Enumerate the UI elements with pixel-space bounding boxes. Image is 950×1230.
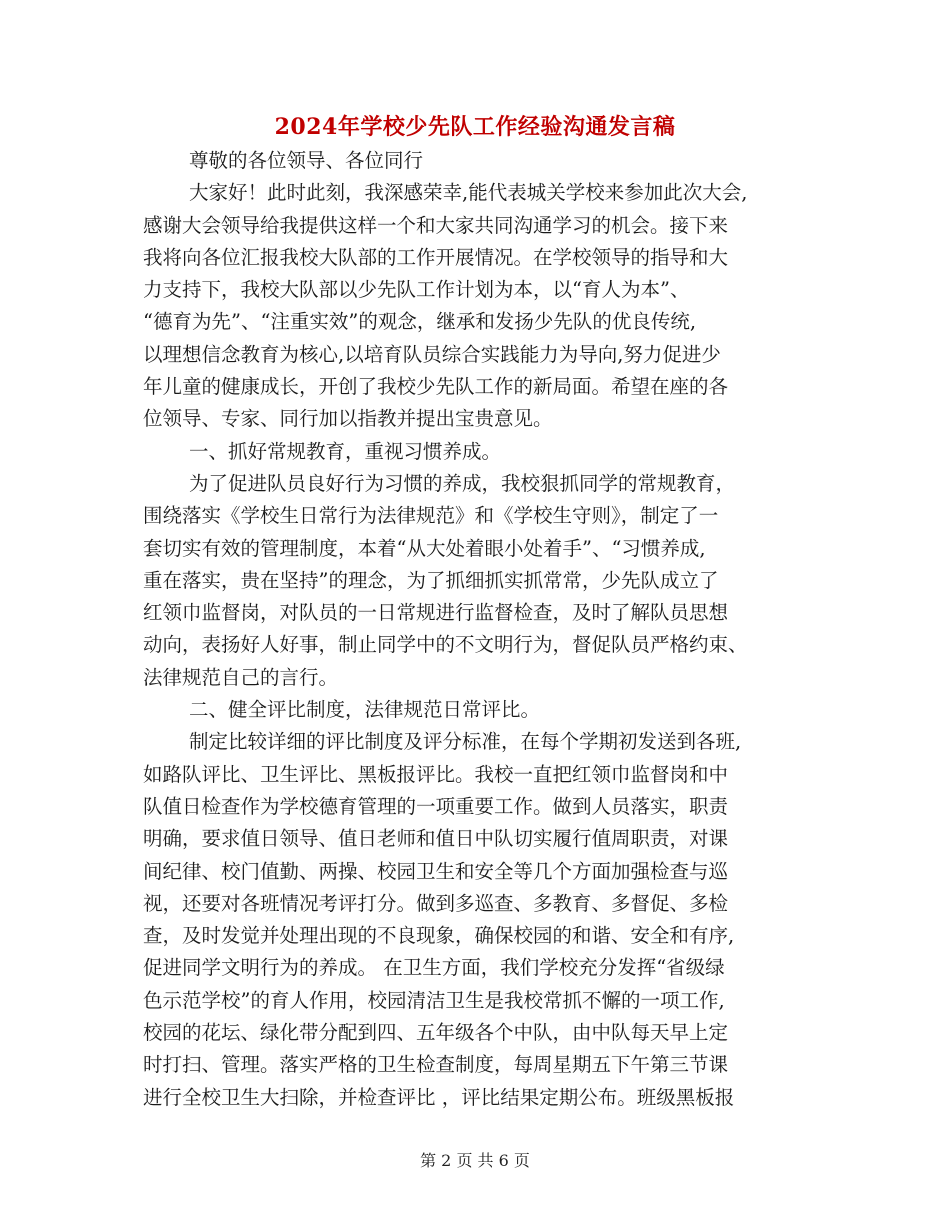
text-line: 动向，表扬好人好事，制止同学中的不文明行为，督促队员严格约束、 xyxy=(143,633,748,657)
text-line: 间纪律、校门值勤、两操、校园卫生和安全等几个方面加强检查与巡 xyxy=(143,859,729,883)
text-line: 大家好！此时此刻，我深感荣幸,能代表城关学校来参加此次大会, xyxy=(189,181,748,205)
text-line: 二、健全评比制度，法律规范日常评比。 xyxy=(189,698,541,722)
text-line: 围绕落实《学校生日常行为法律规范》和《学校生守则》，制定了一 xyxy=(143,504,719,528)
text-line: 时打扫、管理。落实严格的卫生检查制度，每周星期五下午第三节课 xyxy=(143,1053,729,1077)
text-line: 套切实有效的管理制度，本着“从大处着眼小处着手”、“习惯养成, xyxy=(143,536,706,560)
text-line: 明确，要求值日领导、值日老师和值日中队切实履行值周职责，对课 xyxy=(143,827,729,851)
text-line: 色示范学校”的育人作用，校园清洁卫生是我校常抓不懈的一项工作, xyxy=(143,988,725,1012)
page-footer: 第 2 页 共 6 页 xyxy=(420,1151,530,1170)
text-line: 视，还要对各班情况考评打分。做到多巡查、多教育、多督促、多检 xyxy=(143,891,729,915)
text-line: 力支持下，我校大队部以少先队工作计划为本，以“育人为本”、 xyxy=(143,278,690,302)
document-title: 2024年学校少先队工作经验沟通发言稿 xyxy=(274,114,676,140)
text-line: 校园的花坛、绿化带分配到四、五年级各个中队，由中队每天早上定 xyxy=(143,1021,729,1045)
text-line: 尊敬的各位领导、各位同行 xyxy=(189,149,424,172)
text-line: 进行全校卫生大扫除，并检查评比 ，评比结果定期公布。班级黑板报 xyxy=(143,1085,735,1109)
text-line: 红领巾监督岗，对队员的一日常规进行监督检查，及时了解队员思想 xyxy=(143,601,729,625)
text-line: 以理想信念教育为核心,以培育队员综合实践能力为导向,努力促进少 xyxy=(143,342,721,366)
text-line: 一、抓好常规教育，重视习惯养成。 xyxy=(189,439,502,463)
text-line: 为了促进队员良好行为习惯的养成，我校狠抓同学的常规教育， xyxy=(189,471,736,495)
text-line: 重在落实，贵在坚持”的理念，为了抓细抓实抓常常，少先队成立了 xyxy=(143,568,719,592)
text-line: 位领导、专家、同行加以指教并提出宝贵意见。 xyxy=(143,407,553,431)
text-line: 制定比较详细的评比制度及评分标准，在每个学期初发送到各班, xyxy=(189,730,742,754)
text-line: 队值日检查作为学校德育管理的一项重要工作。做到人员落实，职责 xyxy=(143,794,729,818)
text-line: 我将向各位汇报我校大队部的工作开展情况。在学校领导的指导和大 xyxy=(143,245,729,269)
text-line: 感谢大会领导给我提供这样一个和大家共同沟通学习的机会。接下来 xyxy=(143,213,729,237)
text-line: “德育为先”、“注重实效”的观念，继承和发扬少先队的优良传统, xyxy=(143,310,697,334)
text-line: 查，及时发觉并处理出现的不良现象，确保校园的和谐、安全和有序, xyxy=(143,924,735,948)
text-line: 如路队评比、卫生评比、黑板报评比。我校一直把红领巾监督岗和中 xyxy=(143,762,729,786)
text-line: 法律规范自己的言行。 xyxy=(143,665,339,689)
text-line: 促进同学文明行为的养成。 在卫生方面，我们学校充分发挥“省级绿 xyxy=(143,956,725,980)
text-line: 年儿童的健康成长，开创了我校少先队工作的新局面。希望在座的各 xyxy=(143,375,729,399)
document-body xyxy=(143,145,813,1114)
